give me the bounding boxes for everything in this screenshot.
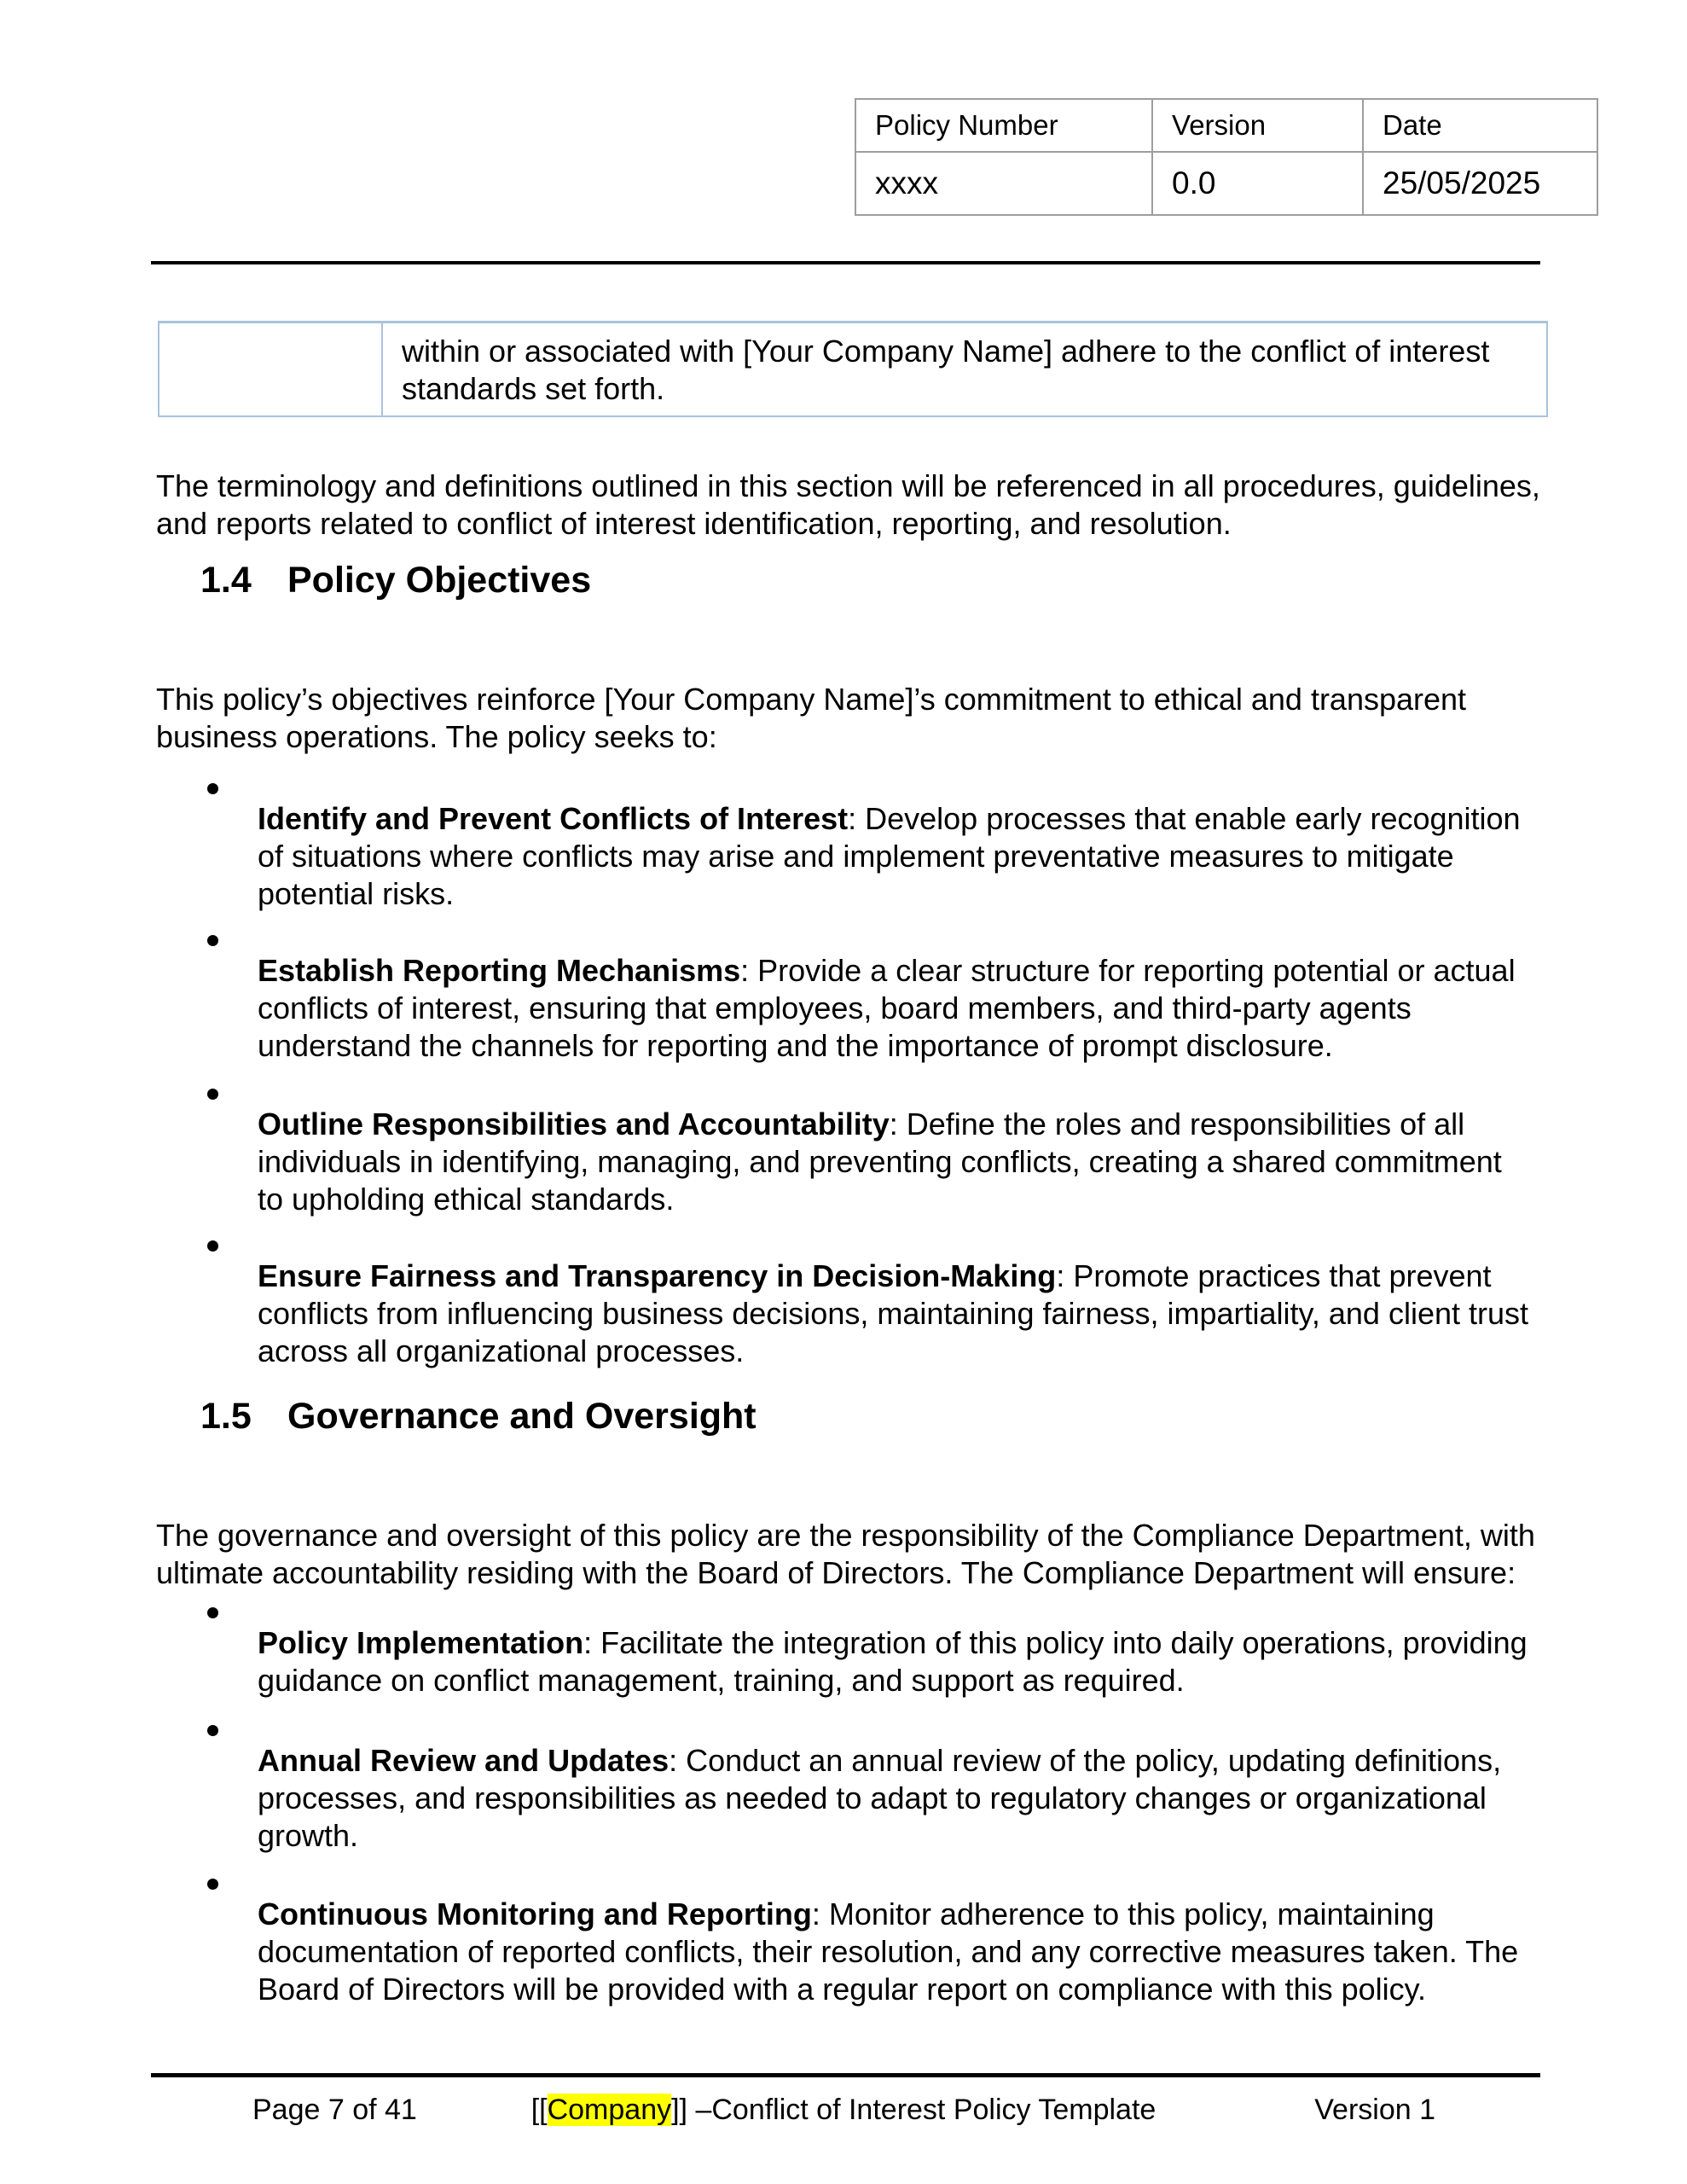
list-item [207, 1227, 1538, 1401]
list-item-text [258, 1742, 1528, 1855]
objectives-intro-paragraph: This policy’s objectives reinforce [Your Company Name]’s commitment to ethical and transparent business operations. The policy seeks to: [156, 682, 1467, 754]
list-item-body: : Develop processes that enable early recognition of situations where conflicts may arise and implement preventative measures to mitigate potential risks. [258, 801, 1521, 911]
bullet-icon [207, 1725, 218, 1736]
meta-value-version: 0.0 [1152, 152, 1363, 215]
list-item [207, 1075, 1538, 1249]
section-title: Policy Objectives [287, 560, 592, 601]
section-title: Governance and Oversight [287, 1396, 757, 1437]
list-item-lead: Annual Review and Updates [258, 1743, 670, 1778]
list-item-lead: Continuous Monitoring and Reporting [258, 1896, 812, 1931]
continued-table-text-cell: within or associated with [Your Company Name] adhere to the conflict of interest standards set forth. [402, 334, 1490, 406]
meta-value-date: 25/05/2025 [1363, 152, 1597, 215]
footer-page-number: Page 7 of 41 [252, 2094, 417, 2126]
list-item [207, 1865, 1538, 2039]
terminology-paragraph: The terminology and definitions outlined in this section will be referenced in all procedures, guidelines, and reports related to conflict of interest identification, reporting, and resolution. [156, 468, 1540, 541]
bullet-icon [207, 1240, 218, 1252]
continued-table-fragment [158, 321, 1548, 417]
list-item-text [258, 800, 1528, 913]
list-item-body: : Provide a clear structure for reporting potential or actual conflicts of interest, ensuring that employees, board members, and third-party agents understand the channels for reporting and the importance of prompt disclosure. [258, 953, 1516, 1063]
meta-header-version: Version [1152, 99, 1363, 152]
list-item-lead: Outline Responsibilities and Accountability [258, 1107, 890, 1141]
list-item-body: : Monitor adherence to this policy, maintaining documentation of reported conflicts, their resolution, and any corrective measures taken. The Board of Directors will be provided with a regular report on compliance with this policy. [258, 1896, 1519, 2007]
list-item-body: : Define the roles and responsibilities of all individuals in identifying, managing, and preventing conflicts, creating a shared commitment to upholding ethical standards. [258, 1107, 1502, 1217]
list-item-body: : Facilitate the integration of this policy into daily operations, providing guidance on conflict management, training, and support as required. [258, 1625, 1528, 1698]
section-heading-1-5 [200, 1392, 757, 1440]
meta-value-policy-number: xxxx [855, 152, 1152, 215]
section-heading-1-4 [200, 556, 591, 604]
list-item-text [258, 1896, 1528, 2008]
meta-value-row [855, 152, 1597, 215]
list-item-lead: Ensure Fairness and Transparency in Decision-Making [258, 1258, 1057, 1293]
list-item [207, 1594, 1538, 1730]
meta-header-policy-number: Policy Number [855, 99, 1152, 152]
list-item [207, 770, 1538, 944]
list-item-lead: Establish Reporting Mechanisms [258, 953, 741, 988]
section-number: 1.5 [200, 1396, 252, 1437]
header-rule [151, 261, 1540, 264]
footer-company-highlight: Company [547, 2094, 672, 2126]
list-item-lead: Policy Implementation [258, 1625, 584, 1660]
list-item [207, 1711, 1538, 1885]
footer-version: Version 1 [1314, 2094, 1435, 2126]
list-item-lead: Identify and Prevent Conflicts of Interest [258, 801, 849, 836]
list-item-body: : Conduct an annual review of the policy, updating definitions, processes, and responsibilities as needed to adapt to regulatory changes or organizational growth. [258, 1743, 1502, 1853]
footer-title-suffix: ]] –Conflict of Interest Policy Template [671, 2094, 1157, 2126]
policy-meta-table [855, 98, 1598, 216]
list-item-text [258, 1258, 1528, 1370]
meta-header-row [855, 99, 1597, 152]
footer-title-prefix: [[ [530, 2094, 548, 2126]
bullet-icon [207, 935, 218, 946]
bullet-icon [207, 1879, 218, 1890]
bullet-icon [207, 1607, 218, 1618]
list-item-text [258, 952, 1528, 1065]
meta-header-date: Date [1363, 99, 1597, 152]
footer-rule [151, 2073, 1540, 2077]
list-item-body: : Promote practices that prevent conflicts from influencing business decisions, maintaining fairness, impartiality, and client trust across all organizational processes. [258, 1258, 1529, 1368]
list-item [207, 921, 1538, 1095]
governance-intro-paragraph: The governance and oversight of this policy are the responsibility of the Compliance Department, with ultimate accountability residing with the Board of Directors. The Compliance Department will ensure: [156, 1518, 1535, 1590]
continued-table-empty-cell [159, 323, 383, 415]
bullet-icon [207, 1089, 218, 1100]
list-item-text [258, 1106, 1528, 1218]
section-number: 1.4 [200, 560, 252, 601]
list-item-text [258, 1624, 1528, 1699]
bullet-icon [207, 783, 218, 794]
